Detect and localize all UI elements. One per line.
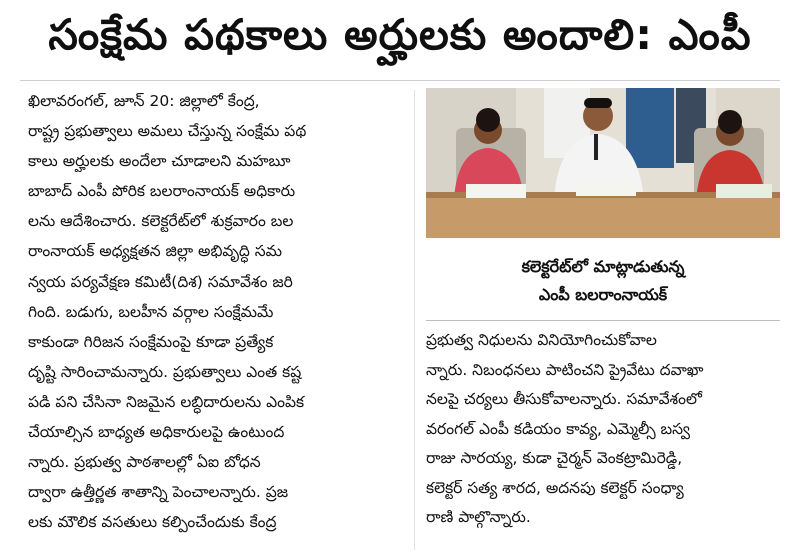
body-line: గింది. బడుగు, బలహీన వర్గాల సంక్షేమమే [28,302,274,321]
body-line: కాకుండా గిరిజన సంక్షేమంపై కూడా ప్రత్యేక [28,332,274,351]
meeting-photo-illustration [426,88,780,238]
body-line: న్వయ పర్యవేక్షణ కమిటీ(దిశ) సమావేశం జరి [28,272,293,291]
body-line: ప్రభుత్వ నిధులను వినియోగించుకోవాల [426,331,657,349]
body-line: కాలు అర్హులకు అందేలా చూడాలని మహబూ [28,152,291,171]
body-line: పడి పని చేసినా నిజమైన లబ్ధిదారులను ఎంపిక [28,392,305,411]
column-divider [414,90,415,550]
body-line: వరంగల్ ఎంపీ కడియం కావ్య, ఎమ్మెల్సీ బస్వ [426,419,690,438]
body-line: న్నారు. నిబంధనలు పాటించని ప్రైవేటు దవాఖా [426,360,704,379]
body-line: రాజు సారయ్య, కుడా చైర్మన్ వెంకట్రామిరెడ్డి, [426,449,683,467]
body-line: లను ఆదేశించారు. కలెక్టరేట్‌లో శుక్రవారం బల [28,212,294,231]
body-line: దృష్టి సారించామన్నారు. ప్రభుత్వాలు ఎంత కష్ట [28,362,302,381]
body-line: చేయాల్సిన బాధ్యత అధికారులపై ఉంటుంద [28,423,285,442]
body-line: రాణి పాల్గొన్నారు. [426,508,531,526]
body-line: నలపై చర్యలు తీసుకోవాలన్నారు. సమావేశంలో [426,390,702,408]
article-body-right [426,326,782,533]
body-line: కలెక్టర్ సత్య శారద, అదనపు కలెక్టర్ సంధ్యా [426,478,684,497]
body-line: రాంనాయక్ అధ్యక్షతన జిల్లా అభివృద్ధి సమ [28,242,283,261]
body-line: లకు మౌలిక వసతులు కల్పించేందుకు కేంద్ర [28,513,277,532]
body-line: బాబాద్ ఎంపీ పోరిక బలరాంనాయక్ అధికారు [28,182,296,201]
body-line: న్నారు. ప్రభుత్వ పాఠశాలల్లో ఏఐ బోధన [28,453,261,472]
headline-rule [20,80,780,81]
body-line: రాష్ట్ర ప్రభుత్వాలు అమలు చేస్తున్న సంక్షేమ పథ [28,122,307,141]
caption-line: ఎంపీ బలరాంనాయక్ [538,285,668,304]
photo-caption [426,244,780,318]
article-body-left [28,86,406,537]
caption-line: కలెక్టరేట్‌లో మాట్లాడుతున్న [521,257,685,276]
body-line: ఖిలావరంగల్, జూన్ 20: జిల్లాలో కేంద్ర, [28,92,260,110]
news-photo [426,88,780,238]
body-line: ద్వారా ఉత్తీర్ణత శాతాన్ని పెంచాలన్నారు. ప్రజ [28,483,289,502]
article-headline: సంక్షేమ పథకాలు అర్హులకు అందాలి: ఎంపీ [48,10,752,59]
caption-rule [426,320,780,321]
